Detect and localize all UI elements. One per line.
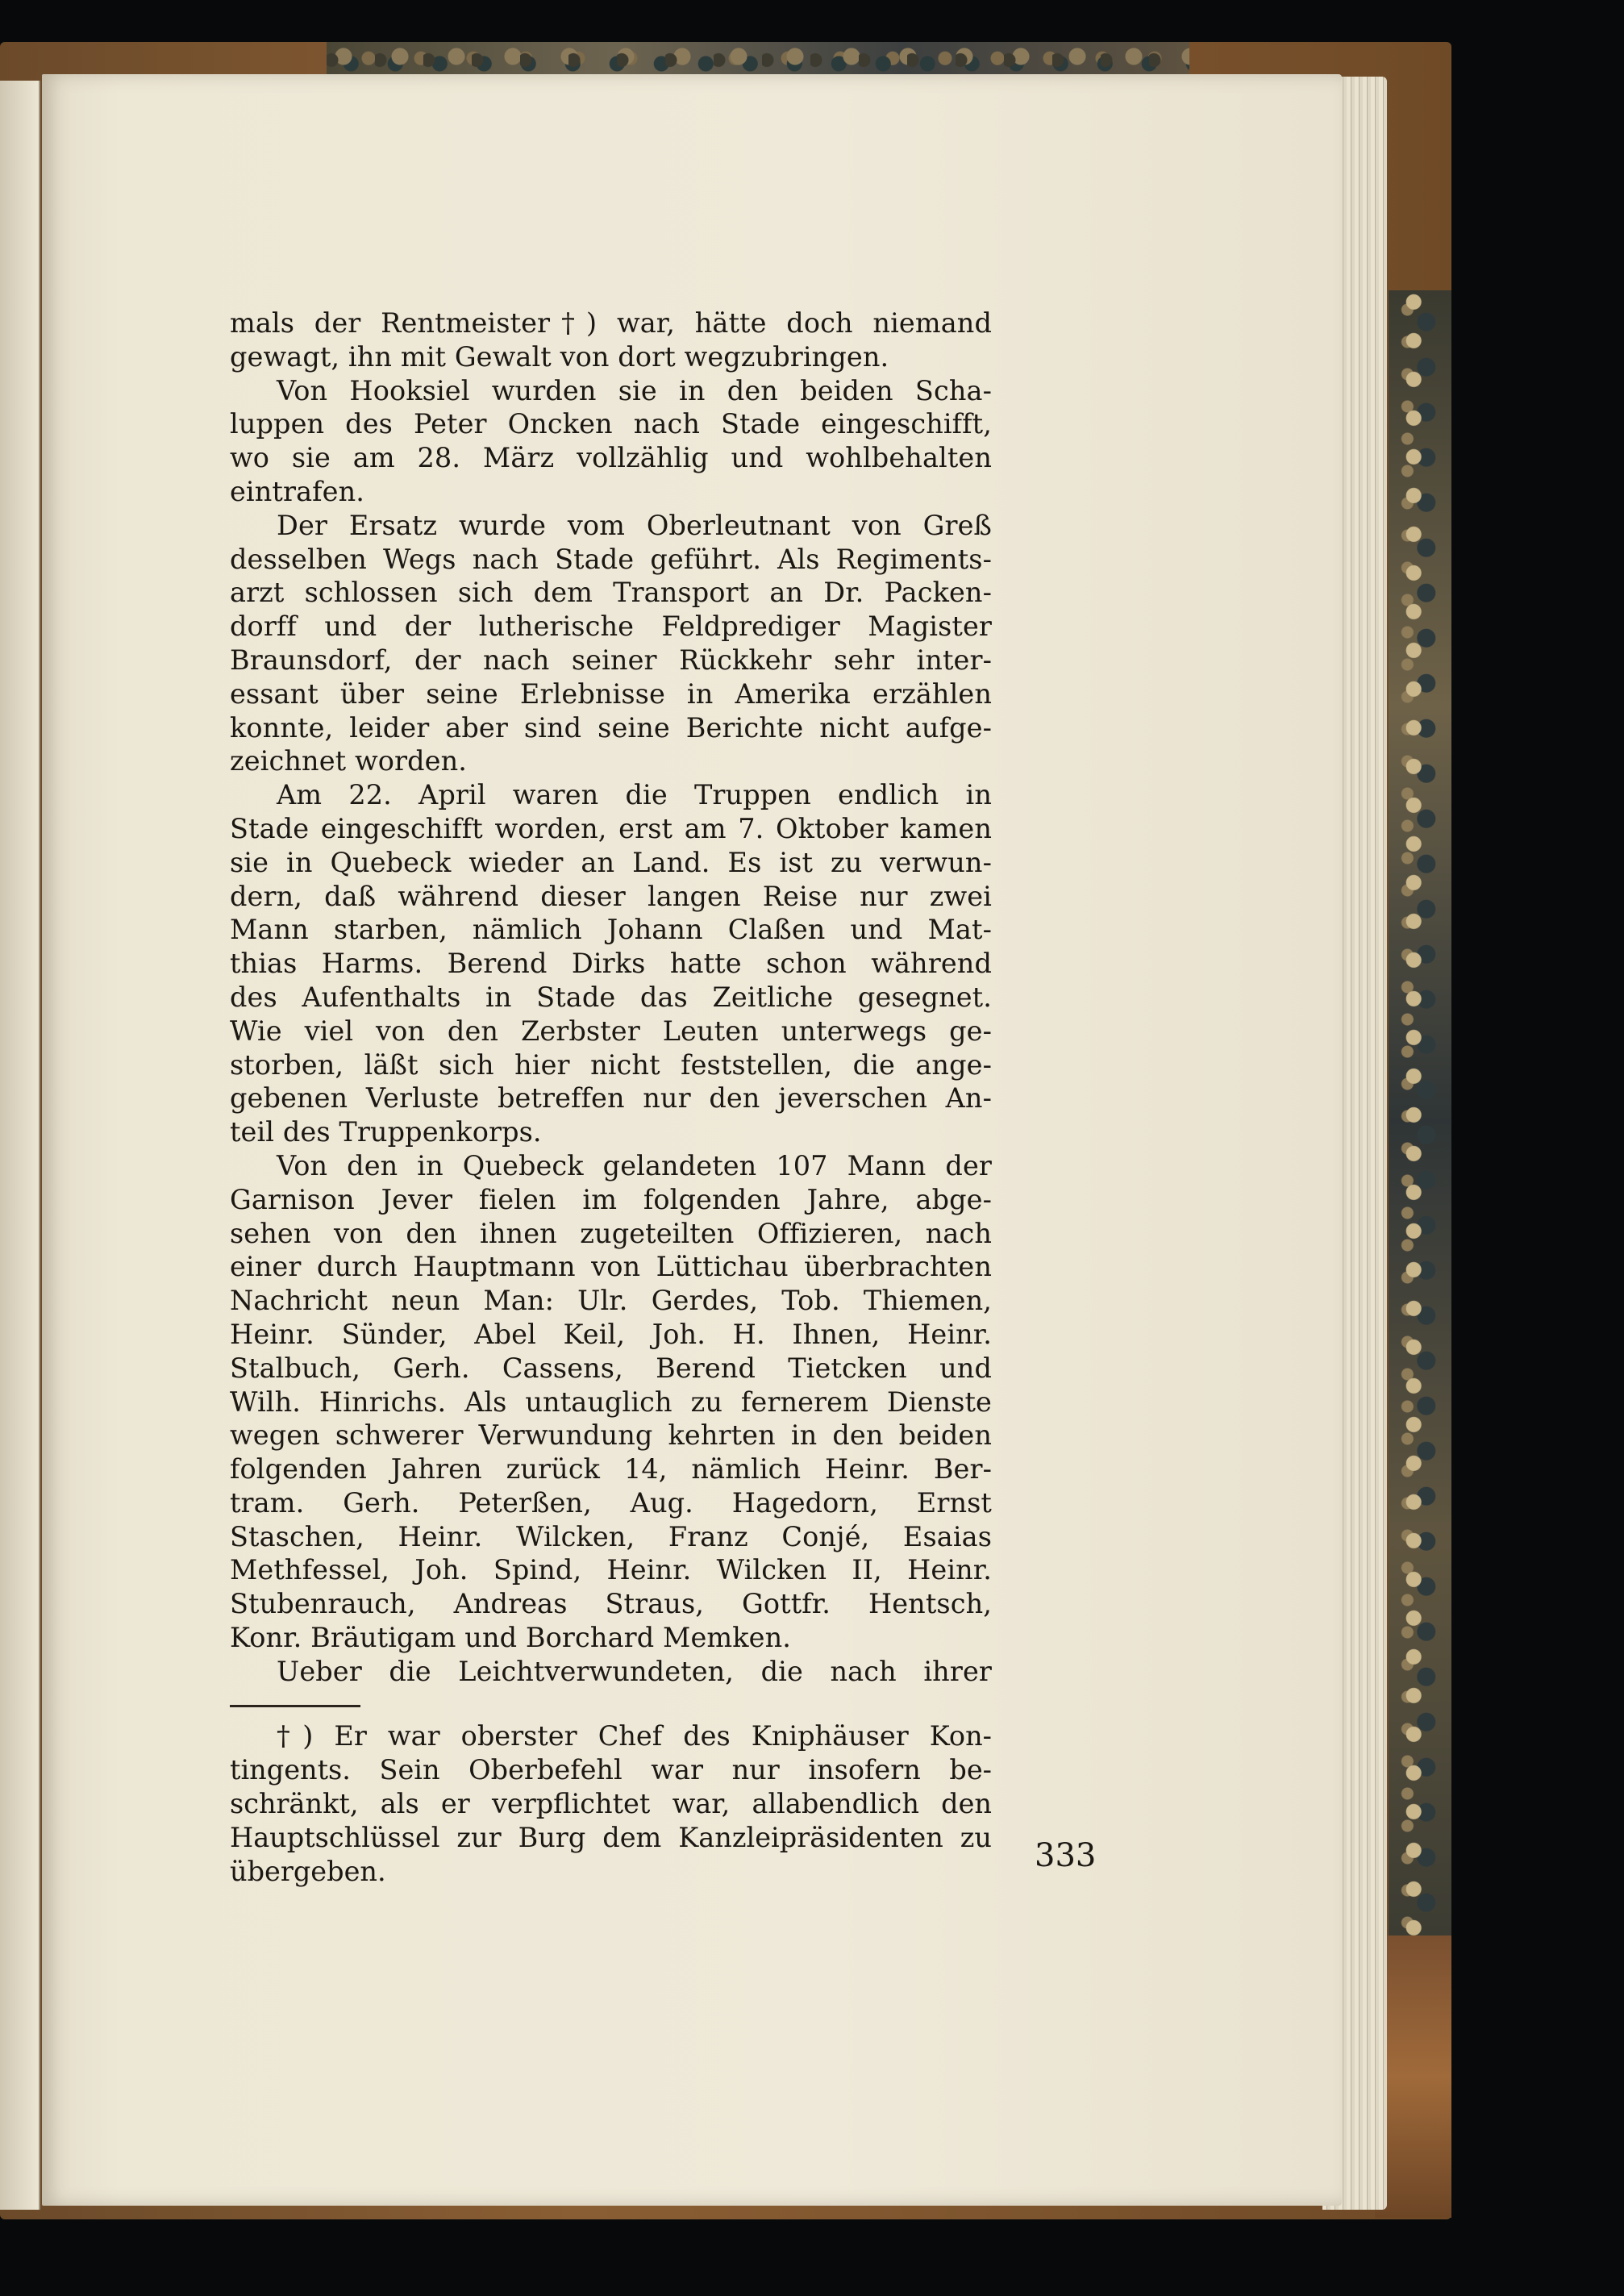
text-line: Nachricht neun Man: Ulr. Gerdes, Tob. Thiemen, [230,1285,992,1317]
text-line: storben, läßt sich hier nicht feststellen, die ange- [230,1048,992,1081]
text-line: wo sie am 28. März vollzählig und wohlbehalten [230,442,992,474]
text-line: arzt schlossen sich dem Transport an Dr. Packen- [230,577,992,609]
text-line: konnte, leider aber sind seine Berichte nicht aufge- [230,711,992,744]
text-line: Staschen, Heinr. Wilcken, Franz Conjé, Esaias [230,1520,992,1552]
text-line: zeichnet worden. [230,745,467,777]
text-line: thias Harms. Berend Dirks hatte schon während [230,948,992,980]
text-line: Ueber die Leichtverwundeten, die nach ihrer [277,1655,992,1687]
text-line: gewagt, ihn mit Gewalt von dort wegzubringen. [230,340,889,373]
text-line: sehen von den ihnen zugeteilten Offizieren, nach [230,1217,992,1249]
marbled-endpaper-top [327,42,1189,78]
text-line: sie in Quebeck wieder an Land. Es ist zu verwun- [230,846,992,878]
text-line: Wilh. Hinrichs. Als untauglich zu fernerem Dienste [230,1386,992,1418]
text-line: Konr. Bräutigam und Borchard Memken. [230,1622,791,1654]
text-line: desselben Wegs nach Stade geführt. Als Regiments- [230,543,992,575]
text-line: mals der Rentmeister†) war, hätte doch niemand [230,307,992,339]
text-line: Am 22. April waren die Truppen endlich in [277,779,992,811]
text-line: Der Ersatz wurde vom Oberleutnant von Greß [277,509,992,541]
footnote-rule [230,1705,360,1707]
footnote-line: übergeben. [230,1856,386,1887]
text-line: Stubenrauch, Andreas Straus, Gottfr. Hentsch, [230,1588,992,1620]
footnote-line: schränkt, als er verpflichtet war, allabendlich den [230,1788,992,1819]
marbled-endpaper-right [1389,290,1451,1952]
text-line: tram. Gerh. Peterßen, Aug. Hagedorn, Ernst [230,1486,992,1519]
text-line: dorff und der lutherische Feldprediger Magister [230,610,992,643]
footnote-line: tingents. Sein Oberbefehl war nur insofern be- [230,1754,992,1786]
text-line: Braunsdorf, der nach seiner Rückkehr sehr inter- [230,644,992,676]
text-line: luppen des Peter Oncken nach Stade eingeschifft, [230,408,992,440]
footnote-line: †) Er war oberster Chef des Kniphäuser Kon- [277,1720,992,1752]
text-line: essant über seine Erlebnisse in Amerika erzählen [230,677,992,710]
text-line: Stalbuch, Gerh. Cassens, Berend Tietcken und [230,1352,992,1384]
text-line: Stade eingeschifft worden, erst am 7. Oktober kamen [230,812,992,844]
text-line: dern, daß während dieser langen Reise nur zwei [230,880,992,912]
previous-page-edge [0,81,40,2210]
text-line: gebenen Verluste betreffen nur den jeverschen An- [230,1082,992,1115]
text-line: Methfessel, Joh. Spind, Heinr. Wilcken II, Heinr. [230,1554,992,1586]
text-line: Von Hooksiel wurden sie in den beiden Scha- [277,374,992,406]
text-line: Wie viel von den Zerbster Leuten unterwegs ge- [230,1015,992,1047]
text-line: Von den in Quebeck gelandeten 107 Mann der [277,1149,992,1181]
text-line: wegen schwerer Verwundung kehrten in den beiden [230,1419,992,1452]
text-line: Garnison Jever fielen im folgenden Jahre, abge- [230,1183,992,1215]
text-line: Heinr. Sünder, Abel Keil, Joh. H. Ihnen, Heinr. [230,1318,992,1350]
text-line: des Aufenthalts in Stade das Zeitliche gesegnet. [230,981,992,1013]
page-number: 333 [1035,1837,1097,1874]
text-line: einer durch Hauptmann von Lüttichau überbrachten [230,1251,992,1283]
body-text [230,306,992,1689]
text-line: Mann starben, nämlich Johann Claßen und Mat- [230,914,992,946]
footnote-line: Hauptschlüssel zur Burg dem Kanzleipräsidenten zu [230,1822,992,1853]
text-line: folgenden Jahren zurück 14, nämlich Heinr. Ber- [230,1453,992,1486]
footnote-text [230,1719,992,1889]
text-line: eintrafen. [230,475,365,507]
text-line: teil des Truppenkorps. [230,1116,542,1148]
